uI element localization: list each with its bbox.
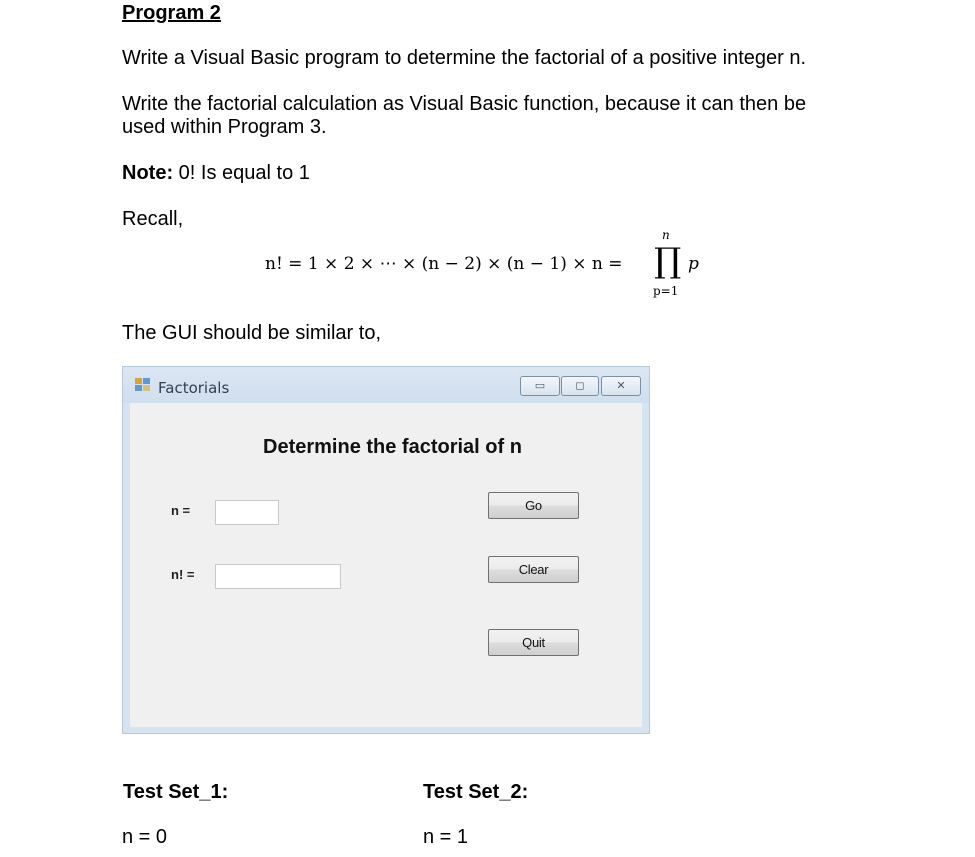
nfactorial-label: n! =	[171, 567, 195, 582]
test-set-1-heading: Test Set_1:	[123, 781, 229, 803]
product-symbol: ∏	[654, 241, 682, 281]
note-line	[122, 162, 310, 185]
minimize-button[interactable]	[520, 376, 560, 396]
form-heading: Determine the factorial of n	[263, 436, 522, 458]
n-input[interactable]	[215, 500, 279, 525]
test-set-2-heading: Test Set_2:	[423, 781, 529, 803]
note-label: Note:	[122, 162, 174, 184]
window-title: Factorials	[158, 379, 230, 397]
function-paragraph-line1: Write the factorial calculation as Visual Basic function, because it can then be	[122, 93, 807, 115]
maximize-icon: ◻	[575, 379, 585, 392]
test-set-1-value: n = 0	[122, 826, 168, 848]
close-icon: ✕	[616, 379, 626, 392]
close-button[interactable]	[601, 376, 641, 396]
window-client-area	[130, 403, 642, 727]
program-heading: Program 2	[122, 2, 221, 24]
function-paragraph-line2: used within Program 3.	[122, 116, 327, 138]
quit-button[interactable]: Quit	[488, 629, 579, 656]
product-term: p	[688, 254, 699, 274]
window-titlebar	[123, 367, 649, 403]
recall-text: Recall,	[122, 208, 184, 230]
note-text: 0! Is equal to 1	[173, 162, 310, 184]
test-set-2-value: n = 1	[423, 826, 469, 848]
gui-intro-text: The GUI should be similar to,	[122, 322, 381, 344]
product-lower-limit: p=1	[653, 284, 679, 298]
factorials-window	[122, 366, 650, 734]
task-paragraph: Write a Visual Basic program to determine the factorial of a positive integer n.	[122, 47, 807, 69]
minimize-icon: ▭	[534, 379, 546, 392]
n-label: n =	[171, 503, 191, 518]
clear-button[interactable]: Clear	[488, 556, 579, 583]
maximize-button[interactable]	[561, 376, 599, 396]
go-button[interactable]: Go	[488, 492, 579, 519]
app-icon	[135, 378, 151, 392]
nfactorial-output[interactable]	[215, 564, 341, 589]
product-notation	[650, 226, 699, 298]
factorial-formula: n! = 1 × 2 × ⋯ × (n − 2) × (n − 1) × n =	[265, 254, 623, 274]
product-upper-limit: n	[662, 228, 670, 242]
